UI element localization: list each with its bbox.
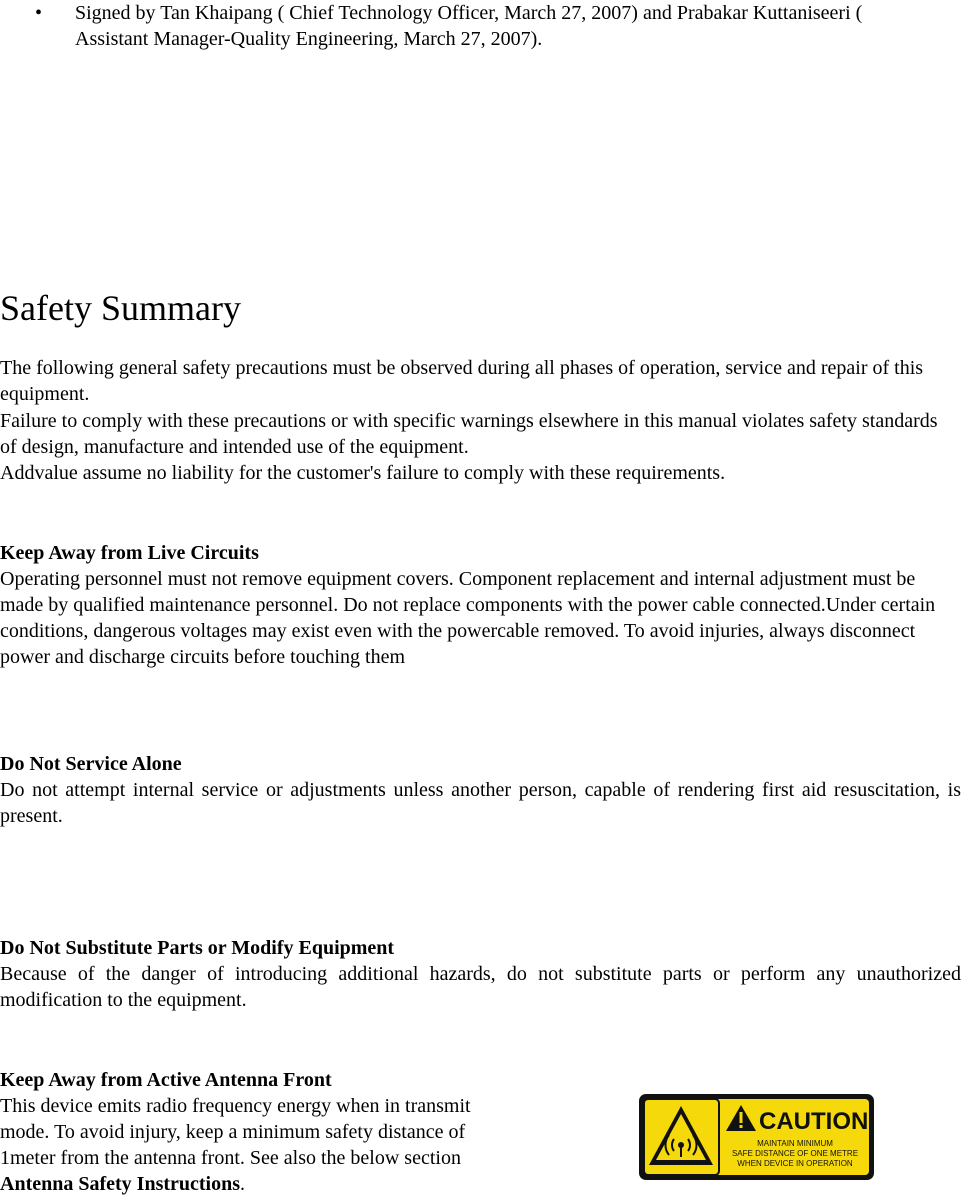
rf-caution-sign — [638, 1093, 875, 1181]
antenna-body-end: . — [240, 1173, 246, 1195]
caution-label: CAUTION — [759, 1108, 869, 1135]
section-body-substitute-parts: Because of the danger of introducing additional hazards, do not substitute parts or perform any unauthorized modification to the equipment. — [0, 963, 961, 1011]
caution-line-1: MAINTAIN MINIMUM — [757, 1139, 833, 1148]
section-body-live-circuits: Operating personnel must not remove equipment covers. Component replacement and internal adjustment must be made by qualified maintenance personnel. Do not replace components with the power cable connected.Under certain conditions, dangerous voltages may exist even with the powercable removed. To avoid injuries, always disconnect power and discharge circuits before touching them — [0, 568, 936, 668]
intro-paragraph-3: Addvalue assume no liability for the customer's failure to comply with these requirements. — [0, 462, 726, 484]
section-body-antenna-front — [0, 1093, 515, 1197]
section-heading-antenna-front: Keep Away from Active Antenna Front — [0, 1069, 332, 1091]
section-body-service-alone: Do not attempt internal service or adjustments unless another person, capable of rendering first aid resuscitation, is present. — [0, 779, 961, 827]
page-title: Safety Summary — [0, 288, 241, 328]
signature-text: Signed by Tan Khaipang ( Chief Technology Officer, March 27, 2007) and Prabakar Kuttaniseeri ( Assistant Manager-Quality Engineering, March 27, 2007). — [75, 2, 863, 50]
section-heading-substitute-parts: Do Not Substitute Parts or Modify Equipment — [0, 937, 395, 959]
intro-paragraph-2: Failure to comply with these precautions or with specific warnings elsewhere in this manual violates safety standards of design, manufacture and intended use of the equipment. — [0, 410, 938, 458]
bullet-dot: • — [35, 2, 43, 24]
antenna-safety-instructions-reference: Antenna Safety Instructions — [0, 1173, 241, 1195]
intro-paragraph-1: The following general safety precautions must be observed during all phases of operation, service and repair of this equipment. — [0, 357, 924, 405]
antenna-body-text: This device emits radio frequency energy when in transmit mode. To avoid injury, keep a minimum safety distance of 1meter from the antenna front. See also the below section — [0, 1095, 471, 1169]
section-heading-service-alone: Do Not Service Alone — [0, 753, 182, 775]
caution-line-2: SAFE DISTANCE OF ONE METRE — [731, 1149, 859, 1158]
caution-line-3: WHEN DEVICE IN OPERATION — [737, 1159, 853, 1168]
section-heading-live-circuits: Keep Away from Live Circuits — [0, 542, 259, 564]
